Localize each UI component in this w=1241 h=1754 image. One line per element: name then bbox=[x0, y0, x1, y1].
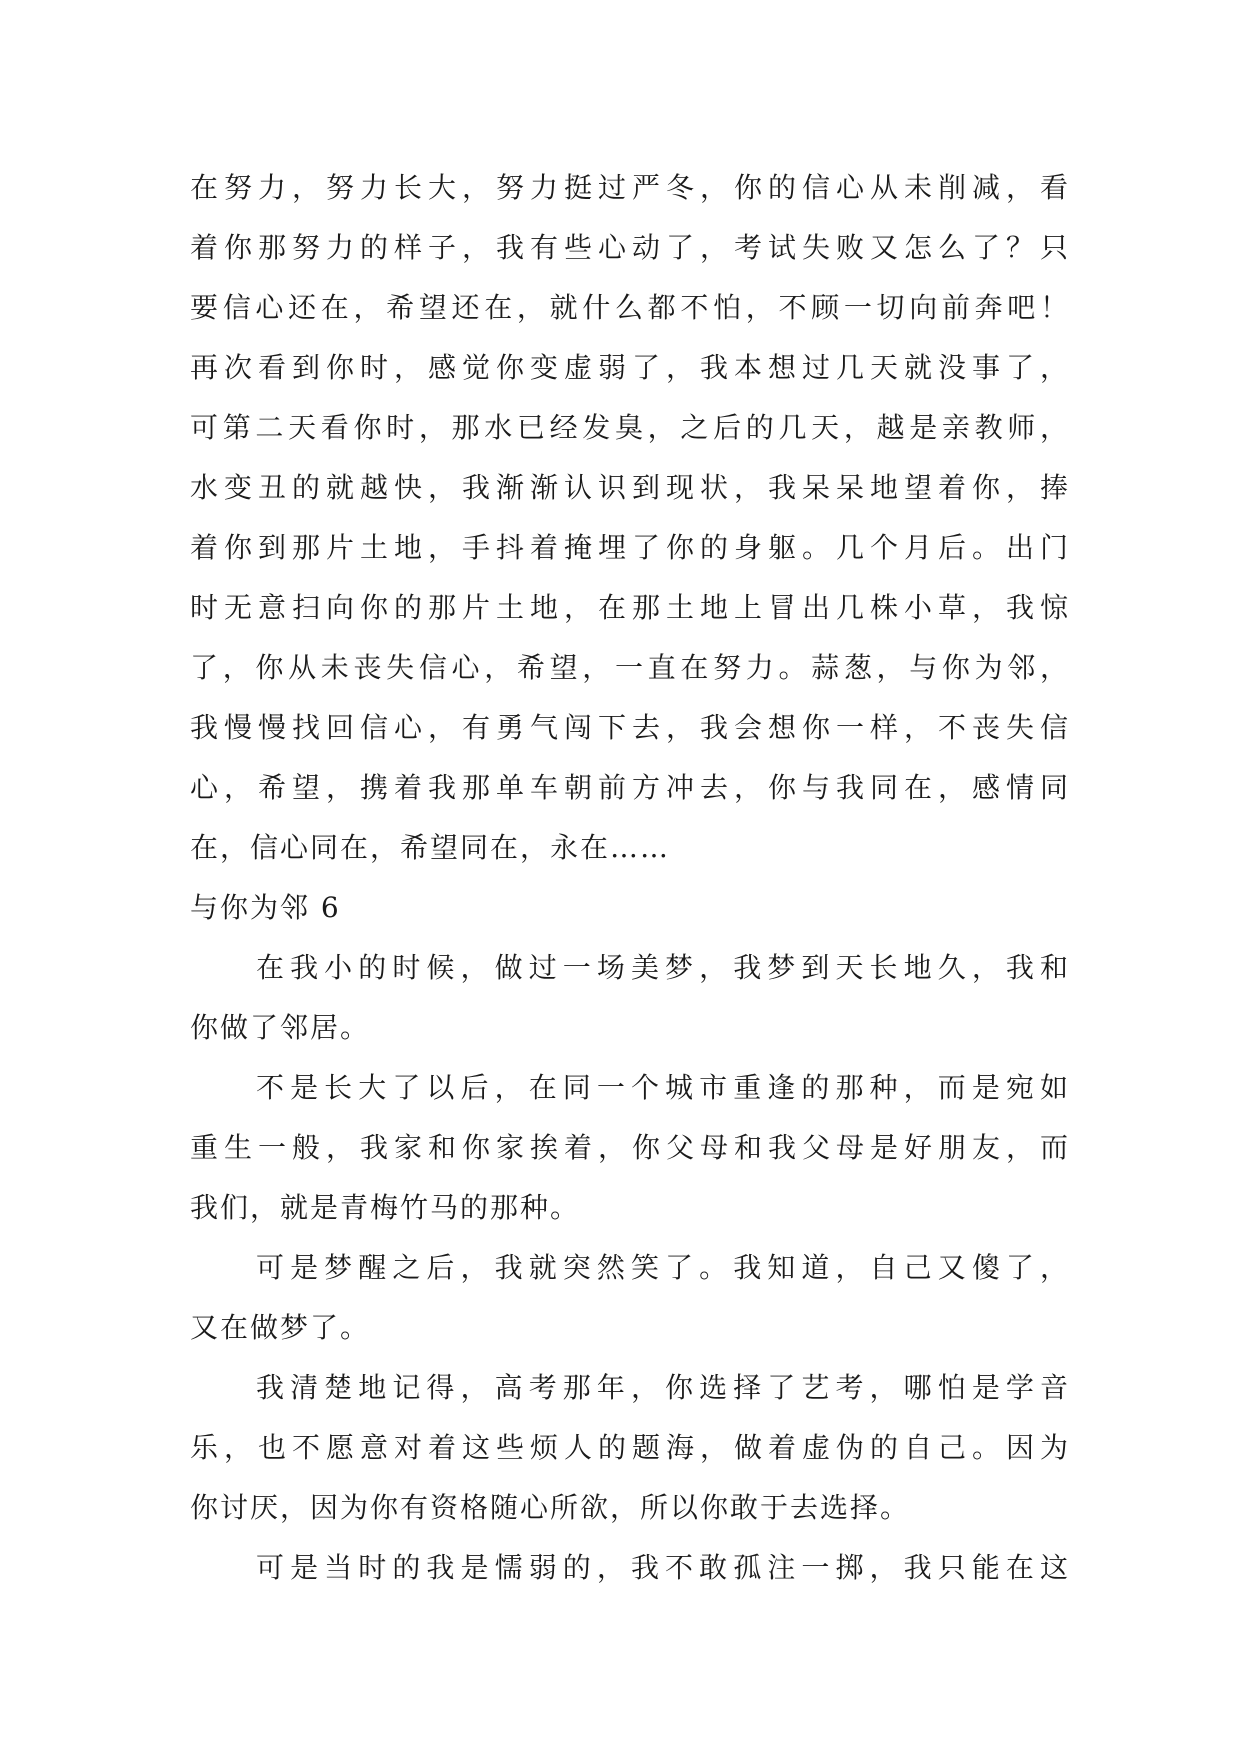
text-line: 可是梦醒之后，我就突然笑了。我知道，自己又傻了， bbox=[256, 1251, 1070, 1284]
text-line: 时无意扫向你的那片土地，在那土地上冒出几株小草，我惊 bbox=[190, 591, 1070, 624]
text-line: 我清楚地记得，高考那年，你选择了艺考，哪怕是学音 bbox=[256, 1371, 1070, 1404]
text-line: 在努力，努力长大，努力挺过严冬，你的信心从未削减，看 bbox=[190, 171, 1070, 204]
text-line: 心，希望，携着我那单车朝前方冲去，你与我同在，感情同 bbox=[190, 771, 1070, 804]
text-line: 不是长大了以后，在同一个城市重逢的那种，而是宛如 bbox=[256, 1071, 1070, 1104]
text-line: 在我小的时候，做过一场美梦，我梦到天长地久，我和 bbox=[256, 951, 1070, 984]
paragraph bbox=[190, 1358, 1070, 1538]
text-line: 重生一般，我家和你家挨着，你父母和我父母是好朋友，而 bbox=[190, 1131, 1070, 1164]
text-line: 水变丑的就越快，我渐渐认识到现状，我呆呆地望着你，捧 bbox=[190, 471, 1070, 504]
text-line: 着你那努力的样子，我有些心动了，考试失败又怎么了？只 bbox=[190, 231, 1070, 264]
continued-paragraph bbox=[190, 158, 1070, 878]
paragraph bbox=[190, 938, 1070, 1058]
text-line: 你做了邻居。 bbox=[190, 1011, 371, 1044]
text-line: 在，信心同在，希望同在，永在…… bbox=[190, 831, 671, 864]
text-line: 要信心还在，希望还在，就什么都不怕，不顾一切向前奔吧！ bbox=[190, 291, 1070, 324]
paragraph bbox=[190, 1058, 1070, 1238]
text-line: 着你到那片土地，手抖着掩埋了你的身躯。几个月后。出门 bbox=[190, 531, 1070, 564]
text-line: 你讨厌，因为你有资格随心所欲，所以你敢于去选择。 bbox=[190, 1491, 911, 1524]
section-title: 与你为邻 6 bbox=[190, 891, 341, 924]
text-line: 我们，就是青梅竹马的那种。 bbox=[190, 1191, 581, 1224]
text-line: 乐，也不愿意对着这些烦人的题海，做着虚伪的自己。因为 bbox=[190, 1431, 1070, 1464]
text-line: 可第二天看你时，那水已经发臭，之后的几天，越是亲教师， bbox=[190, 411, 1070, 444]
paragraph bbox=[190, 1538, 1070, 1598]
text-line: 我慢慢找回信心，有勇气闯下去，我会想你一样，不丧失信 bbox=[190, 711, 1070, 744]
paragraph bbox=[190, 1238, 1070, 1358]
text-line: 又在做梦了。 bbox=[190, 1311, 371, 1344]
text-line: 可是当时的我是懦弱的，我不敢孤注一掷，我只能在这 bbox=[256, 1551, 1070, 1584]
text-line: 了，你从未丧失信心，希望，一直在努力。蒜葱，与你为邻， bbox=[190, 651, 1070, 684]
document-body bbox=[190, 158, 1070, 1598]
text-line: 再次看到你时，感觉你变虚弱了，我本想过几天就没事了， bbox=[190, 351, 1070, 384]
